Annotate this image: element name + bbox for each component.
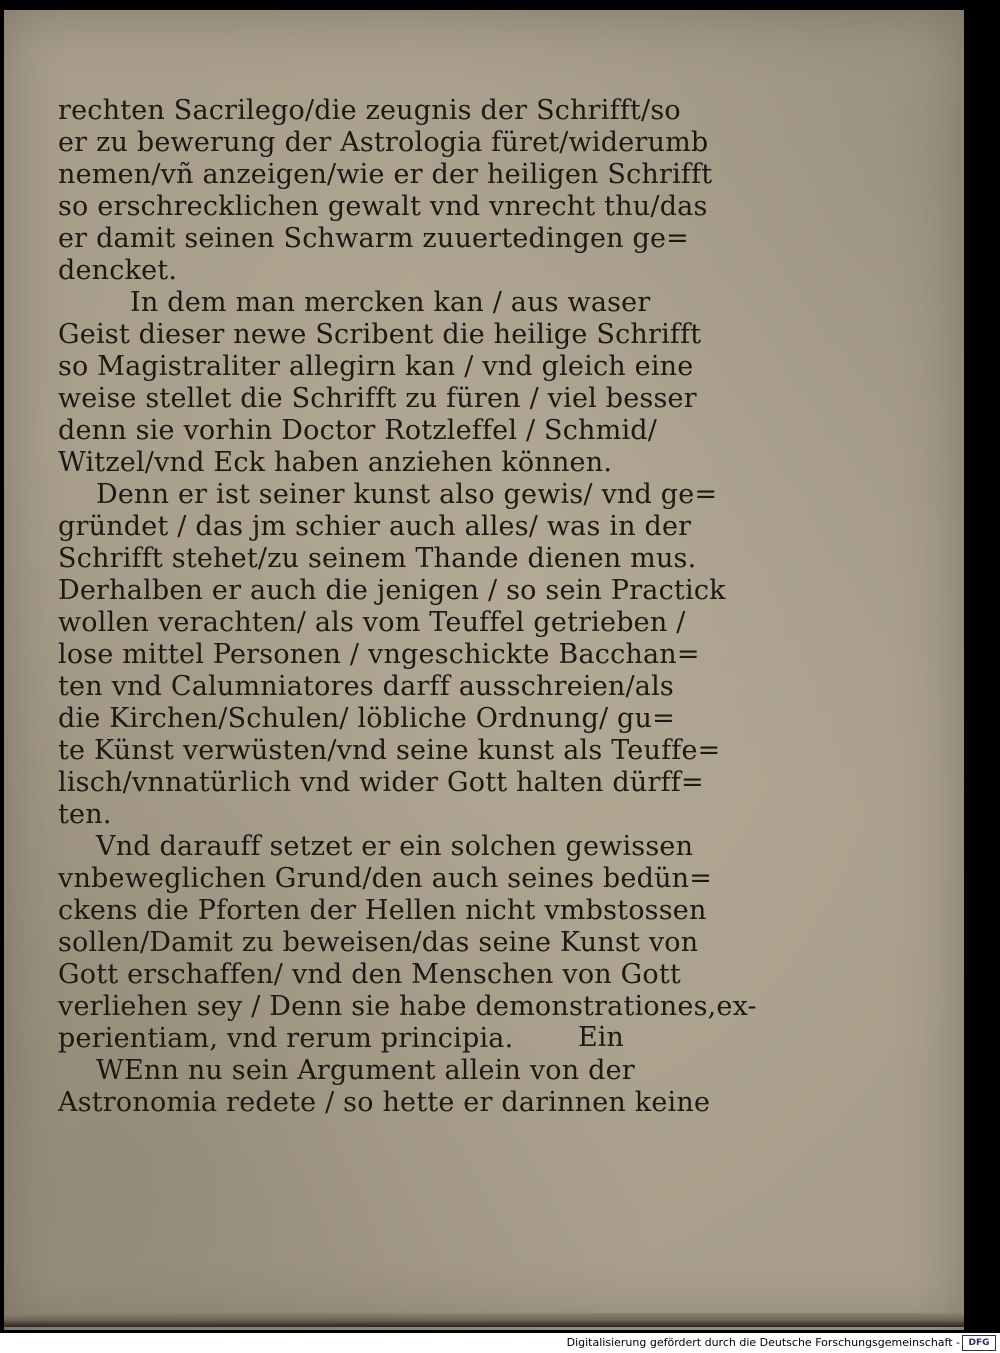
text-line: ckens die Pforten der Hellen nicht vmbstossen (58, 895, 707, 926)
text-line: rechten Sacrilego/die zeugnis der Schrifft/so (58, 95, 681, 126)
text-line: denn sie vorhin Doctor Rotzleffel / Schmid/ (58, 415, 658, 446)
text-line: Schrifft stehet/zu seinem Thande dienen mus. (58, 543, 697, 574)
text-line: Astronomia redete / so hette er darinnen keine (58, 1087, 711, 1118)
text-line: nemen/vñ anzeigen/wie er der heiligen Schrifft (58, 159, 713, 190)
text-line: In dem man mercken kan / aus waser (130, 287, 651, 318)
text-line: er zu bewerung der Astrologia füret/widerumb (58, 127, 709, 158)
text-line: lisch/vnnatürlich vnd wider Gott halten dürff= (58, 767, 704, 798)
text-line: vnbeweglichen Grund/den auch seines bedün= (58, 863, 713, 894)
text-line: Derhalben er auch die jenigen / so sein Practick (58, 575, 726, 606)
dfg-logo-icon: DFG (962, 1335, 996, 1351)
text-line: wollen verachten/ als vom Teuffel getrieben / (58, 607, 686, 638)
text-line: ten. (58, 799, 112, 830)
text-line: WEnn nu sein Argument allein von der (96, 1055, 635, 1086)
text-line: Geist dieser newe Scribent die heilige Schrifft (58, 319, 702, 350)
catchword: Ein (578, 1022, 624, 1053)
text-line: ten vnd Calumniatores darff ausschreien/als (58, 671, 674, 702)
text-line: Witzel/vnd Eck haben anziehen können. (58, 447, 613, 478)
text-line: perientiam, vnd rerum principia. (58, 1023, 514, 1054)
text-line: gründet / das jm schier auch alles/ was in der (58, 511, 692, 542)
text-line: dencket. (58, 255, 178, 286)
funding-credit: Digitalisierung gefördert durch die Deutsche Forschungsgemeinschaft - (566, 1336, 960, 1349)
text-line: te Künst verwüsten/vnd seine kunst als Teuffe= (58, 735, 721, 766)
text-line: Gott erschaffen/ vnd den Menschen von Gott (58, 959, 681, 990)
text-line: die Kirchen/Schulen/ löbliche Ordnung/ gu= (58, 703, 675, 734)
text-line: sollen/Damit zu beweisen/das seine Kunst von (58, 927, 699, 958)
page-text-block (58, 95, 757, 1119)
text-line: Denn er ist seiner kunst also gewis/ vnd ge= (96, 479, 718, 510)
text-line: er damit seinen Schwarm zuuertedingen ge= (58, 223, 689, 254)
text-line: verliehen sey / Denn sie habe demonstrationes,ex- (58, 991, 757, 1022)
text-line: lose mittel Personen / vngeschickte Bacchan= (58, 639, 700, 670)
text-line: weise stellet die Schrifft zu füren / viel besser (58, 383, 697, 414)
text-line: so Magistraliter allegirn kan / vnd gleich eine (58, 351, 694, 382)
page-bottom-edge (4, 1313, 964, 1327)
text-line: so erschrecklichen gewalt vnd vnrecht thu/das (58, 191, 708, 222)
text-line: Vnd darauff setzet er ein solchen gewissen (96, 831, 694, 862)
